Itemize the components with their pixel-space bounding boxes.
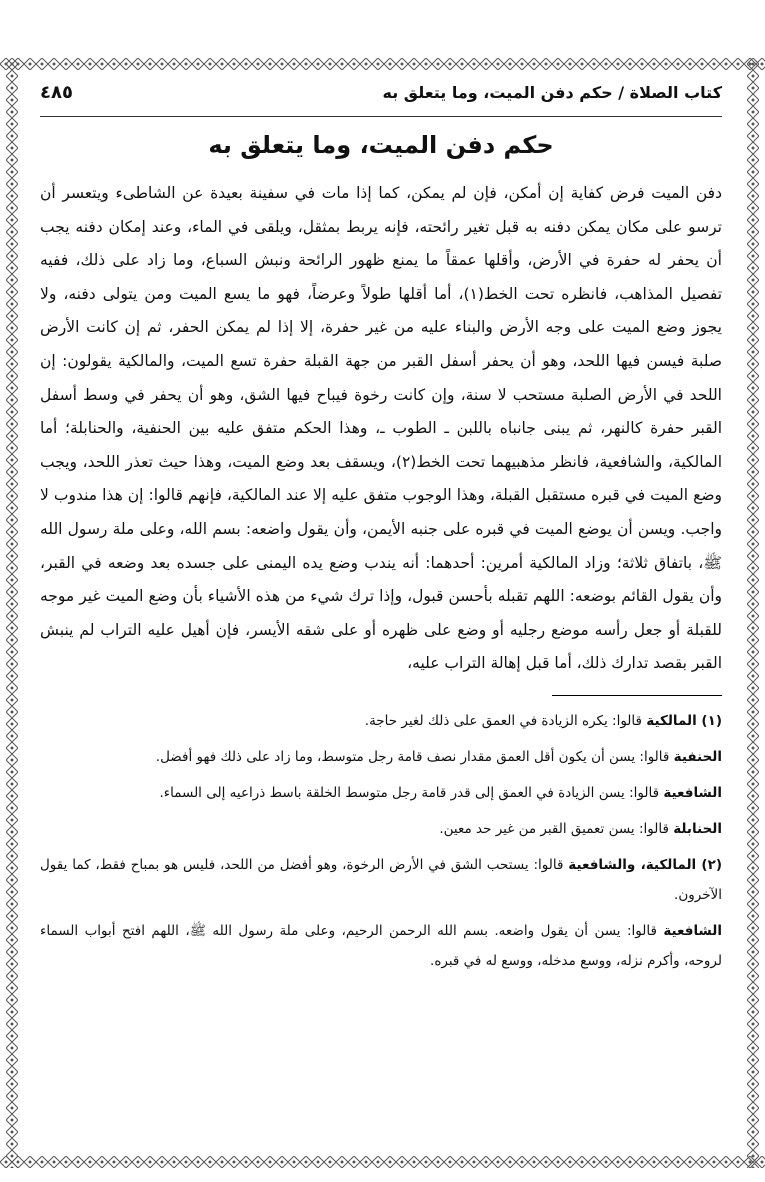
body-paragraph: دفن الميت فرض كفاية إن أمكن، فإن لم يمكن، كما إذا مات في سفينة بعيدة عن الشاطىء ويتعسر أن ترسو على مكان يمكن دفنه به قبل تغير رائحته، فإنه يربط بمثقل، ويلقى في الماء، وعند إمكان دفنه يجب أن يحفر له حفرة في الأرض، وأقلها عمقاً ما يمنع ظهور الرائحة ونبش السباع، وما زاد على ذلك، ففيه تفصيل المذاهب، فانظره تحت الخط(١)، أما أقلها طولاً وعرضاً، فهو ما يسع الميت ومن يتولى دفنه، ولا يجوز وضع الميت على وجه الأرض والبناء عليه من غير حفرة، إلا إذا لم يمكن الحفر، ثم إن كانت الأرض صلبة فيسن فيها اللحد، وهو أن يحفر أسفل القبر من جهة القبلة حفرة تسع الميت، والمالكية يقولون: إن اللحد في الأرض الصلبة مستحب لا سنة، وإن كانت رخوة فيباح فيها الشق، وهو أن يحفر في وسط أسفل القبر حفرة كالنهر، ثم يبنى جانباه باللبن ـ الطوب ـ، وهذا الحكم متفق عليه بين الحنفية، والحنابلة؛ أما المالكية، والشافعية، فانظر مذهبيهما تحت الخط(٢)، ويسقف بعد وضع الميت، وهذا حيث تعذر اللحد، ويجب وضع الميت في قبره مستقبل القبلة، وهذا الوجوب متفق عليه إلا عند المالكية، فإنهم قالوا: إن هذا مندوب لا واجب. ويسن أن يوضع الميت في قبره على جنبه الأيمن، وأن يقول واضعه: بسم الله، وعلى ملة رسول الله ﷺ، باتفاق ثلاثة؛ وزاد المالكية أمرين: أحدهما: أنه يندب وضع يده اليمنى على جسده بعد وضعه في القبر، وأن يقول القائم بوضعه: اللهم تقبله بأحسن قبول، وإذا ترك شيء من هذه الأشياء بأن وضع الميت غير موجه للقبلة أو جعل رأسه موضع رجليه أو وضع على ظهره أو على شقه الأيسر، فإن أهيل عليه التراب لم ينبش القبر بقصد تدارك ذلك، أما قبل إهالة التراب عليه، <box>40 184 723 673</box>
footnote-text: قالوا: يسن الزيادة في العمق إلى قدر قامة رجل متوسط الخلقة باسط ذراعيه إلى السماء. <box>159 784 664 801</box>
footnote-lead: الحنابلة <box>673 820 722 837</box>
footnote-lead: الشافعية <box>663 784 722 801</box>
footnotes <box>40 706 722 976</box>
ornamental-border-bottom <box>0 1156 765 1168</box>
footnote <box>40 850 722 910</box>
footnote-text: قالوا: يستحب الشق في الأرض الرخوة، وهو أفضل من اللحد، فليس هو بمباح فقط، كما يقول الآخرون. <box>40 856 722 903</box>
footnote-text: قالوا: يكره الزيادة في العمق على ذلك لغير حاجة. <box>364 712 647 729</box>
ornamental-border-left <box>6 58 18 1168</box>
footnote <box>40 916 722 976</box>
page-number: ٤٨٥ <box>40 82 73 103</box>
footnote <box>40 778 722 808</box>
footnote-text: قالوا: يسن أن يقول واضعه. بسم الله الرحمن الرحيم، وعلى ملة رسول الله ﷺ، اللهم افتح أبواب السماء لروحه، وأكرم نزله، ووسع مدخله، ووسع له في قبره. <box>40 922 722 969</box>
footnote-lead: الشافعية <box>663 922 722 939</box>
footnote-separator <box>552 695 722 696</box>
section-title: حكم دفن الميت، وما يتعلق به <box>208 131 554 159</box>
page-header <box>40 82 722 117</box>
footnote-text: قالوا: يسن أن يكون أقل العمق مقدار نصف قامة رجل متوسط، وما زاد على ذلك فهو أفضل. <box>155 748 674 765</box>
footnote <box>40 706 722 736</box>
footnote-lead: (٢) المالكية، والشافعية <box>568 856 722 873</box>
footnote-lead: (١) المالكية <box>646 712 722 729</box>
book-page <box>40 82 722 982</box>
running-head: كتاب الصلاة / حكم دفن الميت، وما يتعلق به <box>382 83 722 102</box>
footnote <box>40 814 722 844</box>
footnote-lead: الحنفية <box>673 748 722 765</box>
footnote <box>40 742 722 772</box>
ornamental-border-top <box>0 58 765 70</box>
ornamental-border-right <box>747 58 759 1168</box>
footnote-text: قالوا: يسن تعميق القبر من غير حد معين. <box>439 820 674 837</box>
